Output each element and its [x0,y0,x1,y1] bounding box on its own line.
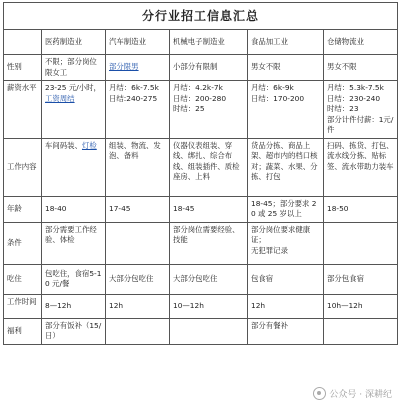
cell-text: 12h [251,300,266,310]
table-cell [170,294,248,318]
cell-text: 组装、物流、发泡、备料 [109,140,161,160]
table-cell [42,196,106,222]
watermark [311,386,394,401]
header-cell-auto: 汽车制造业 [106,30,170,55]
table-cell [170,81,248,139]
cell-text: 8—12h [45,300,72,310]
table-cell [248,196,324,222]
table-cell [42,81,106,139]
header-cell-logistics: 仓储物流业 [324,30,398,55]
table-row [4,264,398,294]
document-page [2,2,398,405]
table-cell [170,318,248,344]
cell-text: 无犯罪记录 [251,245,288,255]
table-cell [106,294,170,318]
row-label: 年龄 [4,196,42,222]
cell-text: 日结：230-240 [327,93,381,103]
cell-text: 男女不限 [327,62,357,72]
table-cell [324,196,398,222]
cell-text: 月结：6k-9k [251,83,294,92]
table-cell [248,138,324,196]
table-cell [106,222,170,264]
cell-text: 10—12h [173,300,204,310]
cell-text: 部分计件付薪：1元/件 [327,114,394,134]
table-cell [248,264,324,294]
cell-text: 18-40 [45,203,67,213]
table-row [4,81,398,139]
table-row [4,196,398,222]
header-cell-pharma: 医药制造业 [42,30,106,55]
cell-text: 日结:240-275 [109,93,158,103]
table-cell [248,55,324,81]
cell-text: 仪器仪表组装、穿线、绑扎、综合布线、组装插件、质检座房、上料 [173,140,240,181]
cell-text: 部分岗位需要经验、技能 [173,224,240,244]
table-row [4,294,398,318]
row-label: 性别 [4,55,42,81]
cell-text: 18-45；部分要求 20 或 25 岁以上 [251,198,317,218]
cell-text: 月结：6k-7.5k [109,83,159,92]
table-cell [248,294,324,318]
cell-text: 17-45 [109,203,131,213]
cell-link[interactable]: 灯检 [81,140,97,150]
cell-text: 部分限男 [109,62,139,72]
header-cell-food: 食品加工业 [248,30,324,55]
table-cell [324,138,398,196]
table-cell [170,55,248,81]
cell-text: 时结：23 [327,104,359,113]
recruitment-table [3,2,398,345]
cell-text: 时结：25 [173,104,205,113]
cell-text: 部分需要工作经验、体检 [45,224,97,244]
header-cell-machinery: 机械电子制造业 [170,30,248,55]
table-cell [324,294,398,318]
cell-text: 部分有饭补（15/日） [45,320,102,340]
table-row [4,138,398,196]
table-cell [248,222,324,264]
table-cell [324,81,398,139]
table-cell [170,264,248,294]
table-cell [42,138,106,196]
table-row [4,318,398,344]
table-cell [106,81,170,139]
cell-text: 包食宿 [251,273,274,283]
table-cell [42,318,106,344]
table-cell [170,196,248,222]
row-label: 福利 [4,318,42,344]
cell-text: 男女不限 [251,62,281,72]
table-cell [170,138,248,196]
table-row [4,222,398,264]
row-label: 薪资水平 [4,81,42,139]
table-cell [42,222,106,264]
header-row [4,30,398,55]
wechat-account-icon [313,387,326,400]
cell-text: 18-45 [173,203,195,213]
table-cell [324,222,398,264]
cell-text: 12h [109,300,124,310]
cell-text: 10h—12h [327,300,363,310]
table-cell [42,264,106,294]
cell-text: 部分包食宿 [327,273,364,283]
table-row [4,55,398,81]
cell-text: 大部分包吃住 [109,273,154,283]
row-label: 工作内容 [4,138,42,196]
cell-text: 大部分包吃住 [173,273,218,283]
cell-text: 日结：170-200 [251,93,305,103]
table-cell [106,264,170,294]
cell-text: 包吃住，食宿5-10 元/餐 [45,268,102,288]
cell-text: 扫码、拣货、打包、流水线分拣、贴标签、流水带助力装车 [327,140,394,171]
table-cell [324,318,398,344]
cell-text: 月结：4.2k-7k [173,83,223,92]
table-cell [106,196,170,222]
table-cell [42,55,106,81]
cell-link[interactable]: 工资周结 [45,93,75,103]
row-label: 工作时间 [4,294,42,318]
table-cell [106,138,170,196]
cell-text: 货品分拣、商品上架、超市内的档口核对；蔬菜、水果、分拣、打包 [251,140,318,181]
cell-text: 部分岗位要求健康证； [251,224,311,244]
table-cell [248,81,324,139]
cell-text: 月结：5.3k-7.5k [327,83,384,92]
table-cell [170,222,248,264]
cell-text: 部分有餐补 [251,320,288,330]
table-cell [106,318,170,344]
row-label: 条件 [4,222,42,264]
watermark-text: 公众号 · 深耕纪 [329,390,392,400]
table-cell [324,264,398,294]
cell-text: 不限；部分岗位限女工 [45,57,97,77]
cell-text: 18-50 [327,203,349,213]
cell-text: 车间码装、 [45,140,82,150]
table-cell [248,318,324,344]
cell-text: 日结：200-280 [173,93,227,103]
table-cell [42,294,106,318]
table-cell [106,55,170,81]
row-label: 吃住 [4,264,42,294]
header-cell-empty [4,30,42,55]
cell-text: 小部分有限制 [173,62,218,72]
table-cell [324,55,398,81]
table-title: 分行业招工信息汇总 [4,3,398,30]
cell-text: 23-25 元/小时， [45,83,101,92]
